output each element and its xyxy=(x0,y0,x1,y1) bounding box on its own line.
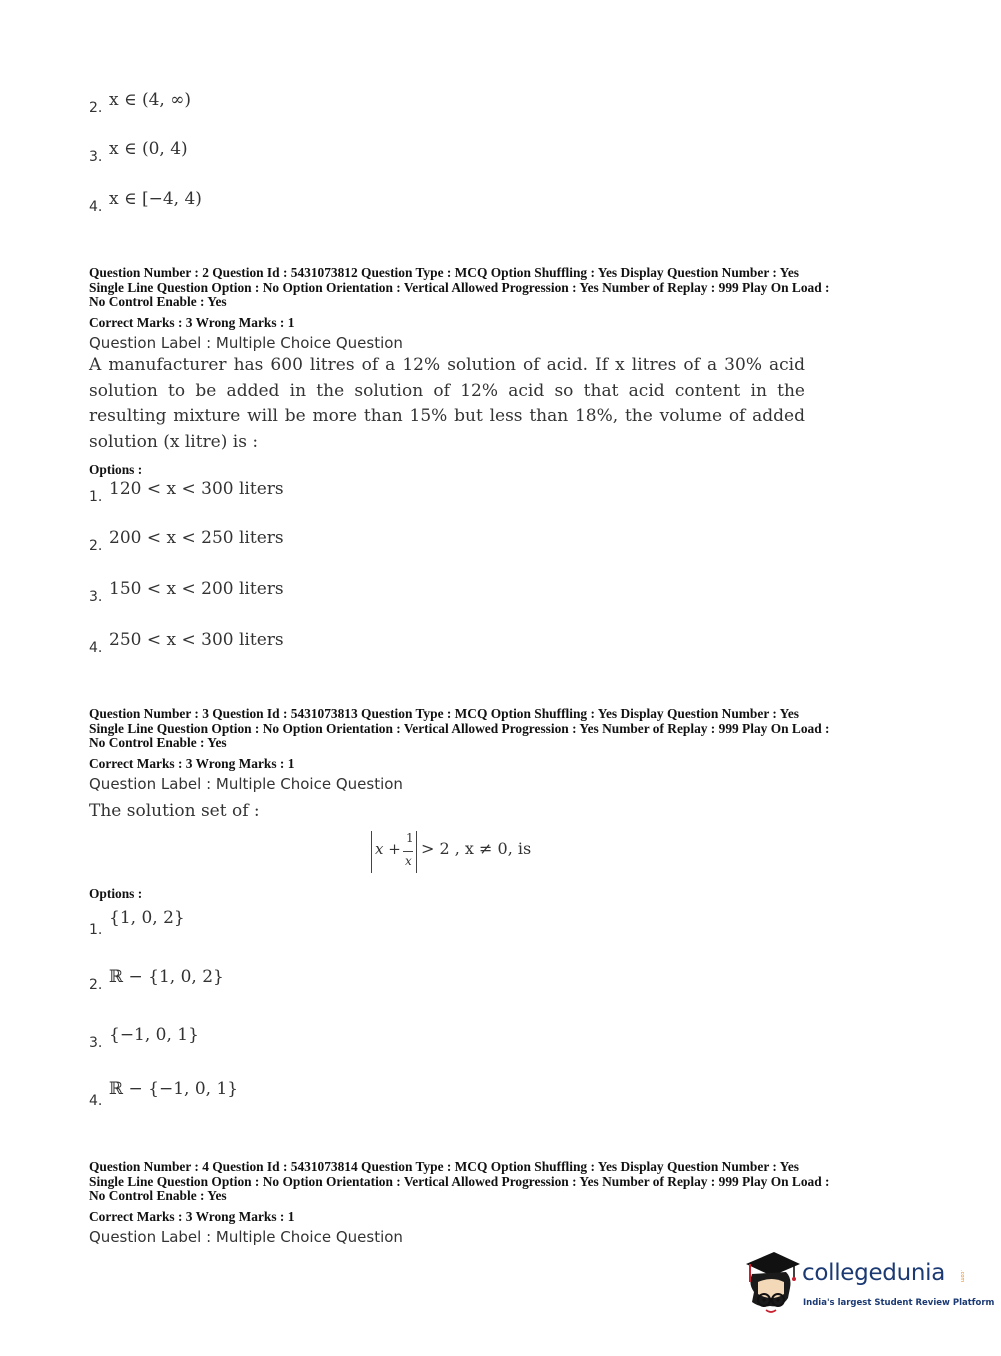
question-label: Question Label : Multiple Choice Question xyxy=(89,334,403,352)
fraction-bar xyxy=(403,851,413,852)
question-meta-line: No Control Enable : Yes xyxy=(89,294,227,310)
question-marks: Correct Marks : 3 Wrong Marks : 1 xyxy=(89,756,295,771)
option-text: x ∈ (0, 4) xyxy=(109,139,188,159)
question-meta-line: Single Line Question Option : No Option Orientation : Vertical Allowed Progression : Yes Number of Replay : 999 Play On Load : xyxy=(89,279,830,295)
question-meta-line: Question Number : 4 Question Id : 5431073814 Question Type : MCQ Option Shuffling : Yes Display Question Number : Yes xyxy=(89,1159,800,1174)
abs-bar-right xyxy=(416,831,417,873)
option-number: 1. xyxy=(89,922,103,938)
option-text: x ∈ [−4, 4) xyxy=(109,189,202,209)
option-number: 4. xyxy=(89,1093,103,1109)
option-number: 2. xyxy=(89,100,103,116)
option-number: 3. xyxy=(89,149,103,165)
question-meta-line: Single Line Question Option : No Option Orientation : Vertical Allowed Progression : Yes Number of Replay : 999 Play On Load : xyxy=(89,1173,830,1189)
logo-dotcom: .com xyxy=(959,1270,965,1283)
option-text: x ∈ (4, ∞) xyxy=(109,90,192,110)
question-marks: Correct Marks : 3 Wrong Marks : 1 xyxy=(89,315,295,330)
option-text: 250 < x < 300 liters xyxy=(109,630,284,650)
abs-bar-left xyxy=(371,831,372,873)
question-label: Question Label : Multiple Choice Question xyxy=(89,775,403,793)
absolute-value-formula xyxy=(371,829,541,875)
formula-numerator: 1 xyxy=(406,831,414,845)
formula-denominator: x xyxy=(405,854,412,868)
options-label: Options : xyxy=(89,886,143,901)
question-meta-line: Question Number : 2 Question Id : 5431073812 Question Type : MCQ Option Shuffling : Yes Display Question Number : Yes xyxy=(89,265,800,280)
formula-lhs: x + xyxy=(375,840,401,858)
formula-rhs: > 2 , x ≠ 0, is xyxy=(421,839,532,858)
question-text: A manufacturer has 600 litres of a 12% solution of acid. If x litres of a 30% acid solution to be added in the solution of 12% acid so that acid content in the resulting mixture will be more than 15% but less than 18%, the volume of added solution (x litre) is : xyxy=(89,355,805,452)
option-text: 150 < x < 200 liters xyxy=(109,579,284,599)
logo-tagline: India's largest Student Review Platform xyxy=(803,1298,995,1308)
option-text: {−1, 0, 1} xyxy=(109,1025,199,1045)
question-meta-line: No Control Enable : Yes xyxy=(89,735,227,751)
option-number: 4. xyxy=(89,199,103,215)
option-text: 200 < x < 250 liters xyxy=(109,528,284,548)
options-label: Options : xyxy=(89,462,143,477)
mascot-icon xyxy=(740,1248,802,1318)
option-number: 3. xyxy=(89,1035,103,1051)
question-meta-line: No Control Enable : Yes xyxy=(89,1188,227,1204)
option-number: 4. xyxy=(89,640,103,656)
option-text: ℝ − {1, 0, 2} xyxy=(109,967,224,987)
question-meta xyxy=(89,266,919,310)
question-marks: Correct Marks : 3 Wrong Marks : 1 xyxy=(89,1209,295,1224)
question-meta xyxy=(89,707,919,751)
question-meta-line: Single Line Question Option : No Option Orientation : Vertical Allowed Progression : Yes Number of Replay : 999 Play On Load : xyxy=(89,720,830,736)
option-number: 3. xyxy=(89,589,103,605)
question-meta-line: Question Number : 3 Question Id : 5431073813 Question Type : MCQ Option Shuffling : Yes Display Question Number : Yes xyxy=(89,706,800,721)
option-text: 120 < x < 300 liters xyxy=(109,479,284,499)
option-number: 2. xyxy=(89,538,103,554)
question-label: Question Label : Multiple Choice Question xyxy=(89,1228,403,1246)
option-number: 2. xyxy=(89,977,103,993)
option-number: 1. xyxy=(89,489,103,505)
option-text: ℝ − {−1, 0, 1} xyxy=(109,1079,239,1099)
logo-wordmark: collegedunia xyxy=(802,1260,946,1286)
question-meta xyxy=(89,1160,919,1204)
option-text: {1, 0, 2} xyxy=(109,908,185,928)
collegedunia-logo[interactable] xyxy=(740,1248,995,1318)
question-text: The solution set of : xyxy=(89,801,260,821)
